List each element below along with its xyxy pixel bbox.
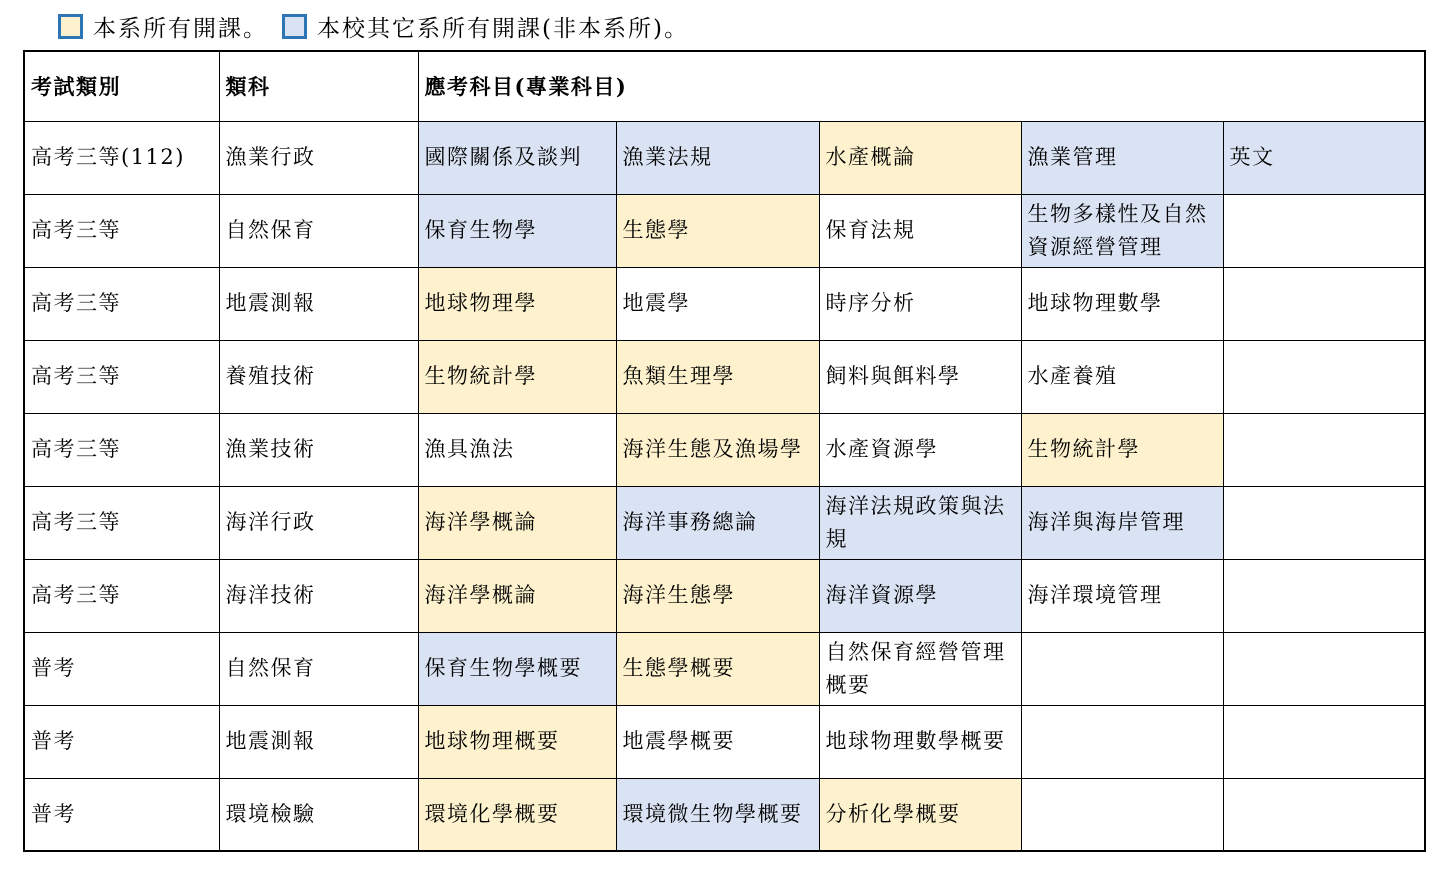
- exam-category-cell: 高考三等: [24, 340, 219, 413]
- subject-cell: 海洋事務總論: [616, 486, 819, 559]
- subject-cell: 海洋學概論: [418, 486, 616, 559]
- header-class-group: 類科: [219, 51, 418, 121]
- subject-cell-empty: [1223, 194, 1425, 267]
- subject-cell: 海洋生態學: [616, 559, 819, 632]
- subject-cell: 生物統計學: [418, 340, 616, 413]
- subject-cell-empty: [1223, 267, 1425, 340]
- class-group-cell: 地震測報: [219, 267, 418, 340]
- table-row: [24, 778, 1425, 851]
- class-group-cell: 地震測報: [219, 705, 418, 778]
- subject-cell-empty: [1223, 705, 1425, 778]
- subject-cell: 國際關係及談判: [418, 121, 616, 194]
- subject-cell-empty: [1223, 778, 1425, 851]
- subject-cell: 地球物理數學概要: [819, 705, 1021, 778]
- subject-cell: 海洋資源學: [819, 559, 1021, 632]
- subject-cell: 保育生物學概要: [418, 632, 616, 705]
- subject-cell: 地球物理概要: [418, 705, 616, 778]
- exam-category-cell: 高考三等: [24, 559, 219, 632]
- subject-cell: 海洋生態及漁場學: [616, 413, 819, 486]
- legend: [58, 10, 703, 43]
- exam-category-cell: 高考三等(112): [24, 121, 219, 194]
- subject-cell: 保育法規: [819, 194, 1021, 267]
- subject-cell: 地球物理數學: [1021, 267, 1223, 340]
- subject-cell: 海洋法規政策與法規: [819, 486, 1021, 559]
- subject-cell: 分析化學概要: [819, 778, 1021, 851]
- subject-cell: 生態學概要: [616, 632, 819, 705]
- table-row: [24, 194, 1425, 267]
- header-row: [24, 51, 1425, 121]
- subject-cell: 漁業法規: [616, 121, 819, 194]
- subject-cell: 魚類生理學: [616, 340, 819, 413]
- table-row: [24, 267, 1425, 340]
- subject-cell-empty: [1021, 632, 1223, 705]
- subject-cell: 生物統計學: [1021, 413, 1223, 486]
- subject-cell: 時序分析: [819, 267, 1021, 340]
- subject-cell: 保育生物學: [418, 194, 616, 267]
- subject-cell-empty: [1223, 632, 1425, 705]
- subject-cell: 環境化學概要: [418, 778, 616, 851]
- table-row: [24, 413, 1425, 486]
- class-group-cell: 環境檢驗: [219, 778, 418, 851]
- class-group-cell: 養殖技術: [219, 340, 418, 413]
- class-group-cell: 漁業技術: [219, 413, 418, 486]
- table-row: [24, 559, 1425, 632]
- class-group-cell: 漁業行政: [219, 121, 418, 194]
- table-row: [24, 340, 1425, 413]
- subject-cell: 水產資源學: [819, 413, 1021, 486]
- table-row: [24, 705, 1425, 778]
- subject-cell: 漁業管理: [1021, 121, 1223, 194]
- subject-cell: 漁具漁法: [418, 413, 616, 486]
- exam-category-cell: 高考三等: [24, 267, 219, 340]
- subject-cell: 地震學: [616, 267, 819, 340]
- dept-courses-label: 本系所有開課。: [93, 16, 268, 42]
- subject-cell: 水產概論: [819, 121, 1021, 194]
- exam-category-cell: 高考三等: [24, 194, 219, 267]
- subject-cell: 海洋與海岸管理: [1021, 486, 1223, 559]
- subject-cell: 英文: [1223, 121, 1425, 194]
- subject-cell: 水產養殖: [1021, 340, 1223, 413]
- subject-cell: 飼料與餌料學: [819, 340, 1021, 413]
- exam-category-cell: 普考: [24, 705, 219, 778]
- subject-cell: 生物多樣性及自然資源經營管理: [1021, 194, 1223, 267]
- subject-cell: 海洋環境管理: [1021, 559, 1223, 632]
- class-group-cell: 海洋行政: [219, 486, 418, 559]
- header-subjects: 應考科目(專業科目): [418, 51, 1425, 121]
- table-row: [24, 121, 1425, 194]
- dept-courses-swatch: [58, 14, 83, 39]
- class-group-cell: 自然保育: [219, 194, 418, 267]
- other-dept-courses-label: 本校其它系所有開課(非本系所)。: [317, 16, 689, 42]
- class-group-cell: 海洋技術: [219, 559, 418, 632]
- header-exam-type: 考試類別: [24, 51, 219, 121]
- subject-cell: 環境微生物學概要: [616, 778, 819, 851]
- subject-cell-empty: [1021, 705, 1223, 778]
- exam-category-cell: 普考: [24, 632, 219, 705]
- other-dept-courses-swatch: [282, 14, 307, 39]
- exam-category-cell: 高考三等: [24, 413, 219, 486]
- subject-cell-empty: [1223, 413, 1425, 486]
- subject-cell: 地震學概要: [616, 705, 819, 778]
- exam-category-cell: 高考三等: [24, 486, 219, 559]
- subject-cell-empty: [1223, 340, 1425, 413]
- exam-table-body: [24, 121, 1425, 851]
- table-row: [24, 486, 1425, 559]
- table-row: [24, 632, 1425, 705]
- subject-cell: 自然保育經營管理概要: [819, 632, 1021, 705]
- class-group-cell: 自然保育: [219, 632, 418, 705]
- subject-cell-empty: [1223, 559, 1425, 632]
- exam-subjects-table: [23, 50, 1426, 852]
- subject-cell-empty: [1223, 486, 1425, 559]
- subject-cell-empty: [1021, 778, 1223, 851]
- subject-cell: 生態學: [616, 194, 819, 267]
- subject-cell: 地球物理學: [418, 267, 616, 340]
- exam-category-cell: 普考: [24, 778, 219, 851]
- subject-cell: 海洋學概論: [418, 559, 616, 632]
